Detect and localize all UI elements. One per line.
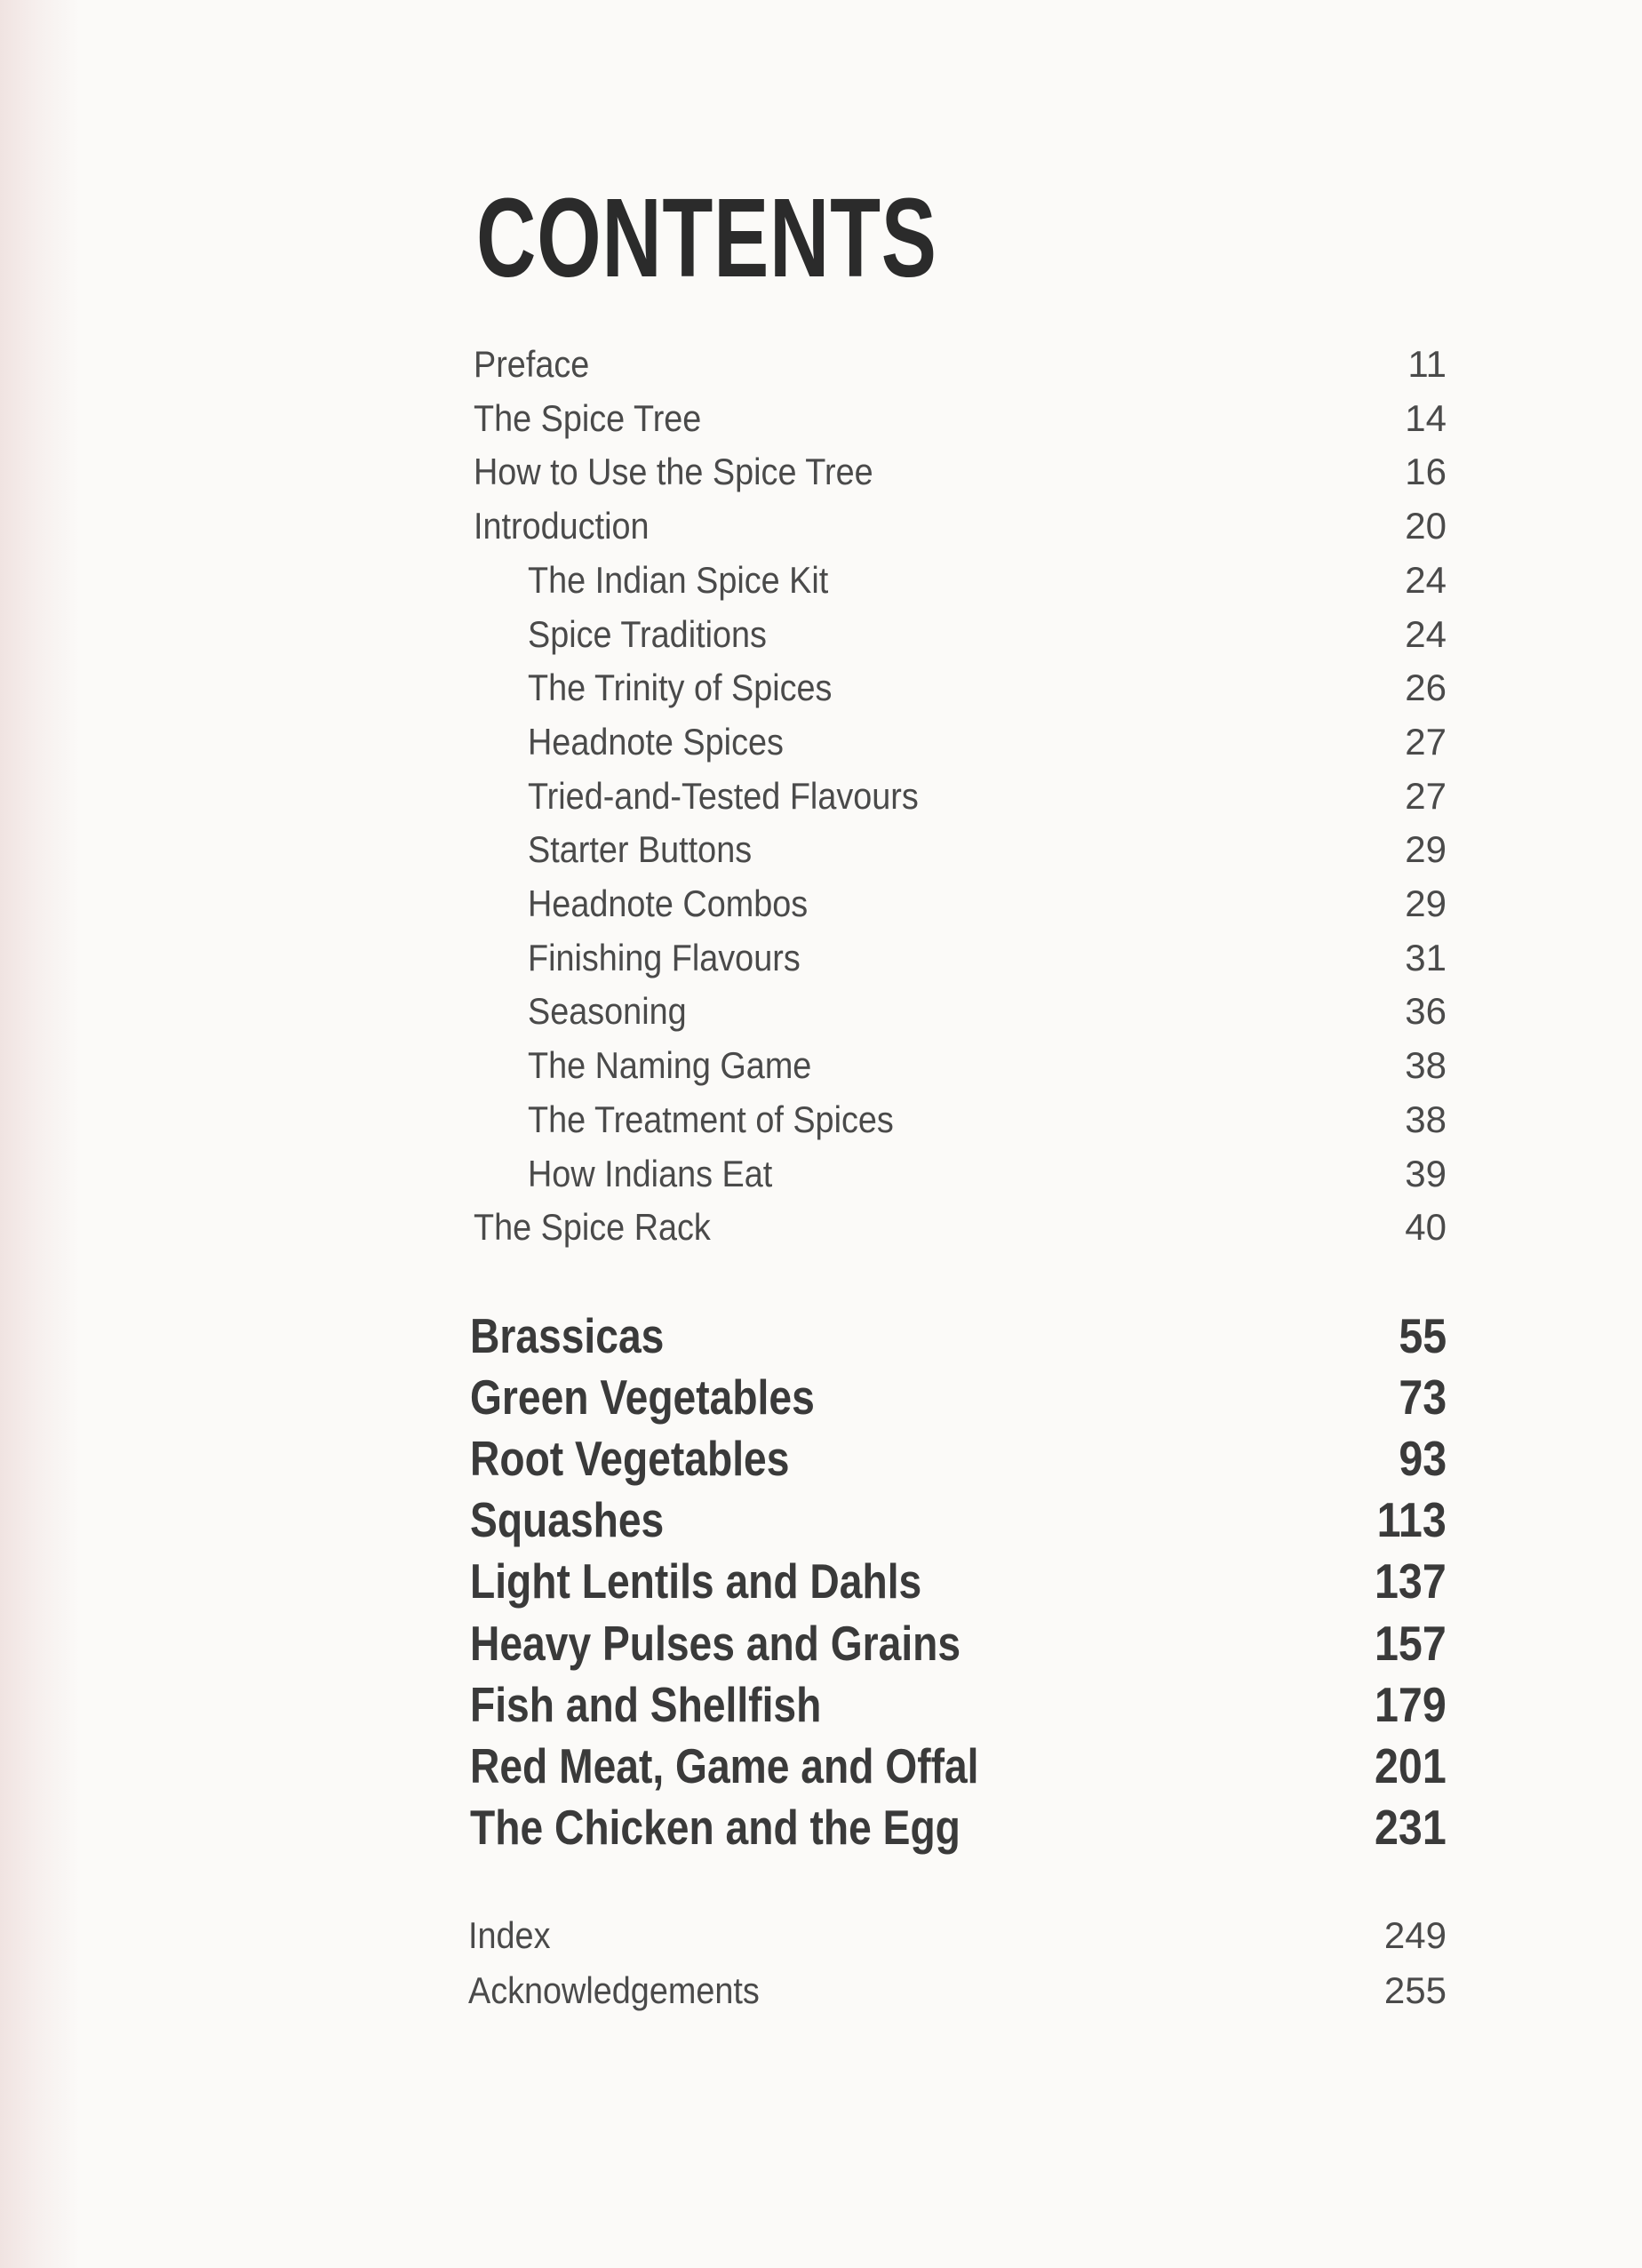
toc-subsection-entry (528, 877, 1447, 930)
toc-back-matter-entry-page-number: 249 (1383, 1914, 1447, 1956)
toc-chapter-entry-title: Squashes (470, 1492, 665, 1548)
toc-chapter-entry-title: Root Vegetables (470, 1431, 790, 1487)
toc-subsection-entry-page-number: 27 (1405, 720, 1447, 763)
toc-chapter-entry-page-number: 179 (1375, 1676, 1447, 1732)
toc-section-entry-page-number: 16 (1405, 451, 1447, 493)
toc-chapter-entry (470, 1739, 1447, 1793)
toc-section-entry-title: Introduction (474, 505, 650, 547)
toc-section-entry-title: Preface (474, 343, 590, 385)
toc-section-entry-page-number: 20 (1405, 505, 1447, 547)
toc-chapter-entry (470, 1801, 1447, 1854)
toc-subsection-entry (528, 985, 1447, 1038)
toc-chapter-entry-title: Green Vegetables (470, 1370, 815, 1425)
toc-chapter-entry-page-number: 201 (1375, 1737, 1447, 1793)
toc-subsection-entry (528, 661, 1447, 715)
toc-subsection-entry-title: Seasoning (528, 990, 687, 1033)
toc-subsection-entry-title: Tried-and-Tested Flavours (528, 774, 919, 817)
toc-chapter-entry (470, 1678, 1447, 1731)
page-title: CONTENTS (476, 175, 937, 300)
toc-chapter-entry (470, 1554, 1447, 1608)
toc-section-entry (474, 338, 1447, 391)
toc-subsection-entry-title: Headnote Combos (528, 882, 809, 924)
toc-subsection-entry (528, 715, 1447, 769)
toc-subsection-entry-title: Finishing Flavours (528, 936, 801, 978)
toc-chapter-entry-title: Fish and Shellfish (470, 1676, 822, 1732)
toc-subsection-entry-title: The Trinity of Spices (528, 667, 833, 709)
toc-subsection-entry (528, 931, 1447, 985)
toc-chapter-entry (470, 1370, 1447, 1424)
toc-subsection-entry-page-number: 31 (1405, 936, 1447, 978)
toc-section-entry-page-number: 11 (1407, 343, 1447, 385)
toc-subsection-entry-title: The Indian Spice Kit (528, 558, 829, 601)
toc-section-entry-page-number: 40 (1405, 1206, 1447, 1249)
toc-chapter-entry-title: Red Meat, Game and Offal (470, 1737, 979, 1793)
toc-chapter-entry-title: Brassicas (470, 1308, 665, 1363)
toc-chapter-entry-page-number: 55 (1399, 1308, 1447, 1363)
toc-section-entry (474, 445, 1447, 499)
toc-chapter-entry-title: Heavy Pulses and Grains (470, 1615, 961, 1671)
toc-subsection-entry-page-number: 38 (1405, 1098, 1447, 1140)
toc-subsection-entry-page-number: 29 (1405, 828, 1447, 871)
toc-chapter-entry-page-number: 137 (1375, 1553, 1447, 1609)
toc-subsection-entry-page-number: 27 (1405, 774, 1447, 817)
toc-back-matter-entry-title: Index (468, 1914, 551, 1956)
toc-subsection-entry-title: Starter Buttons (528, 828, 753, 871)
toc-section-entry (474, 392, 1447, 445)
toc-subsection-entry (528, 554, 1447, 607)
toc-section-entry-title: How to Use the Spice Tree (474, 451, 873, 493)
toc-chapter-entry (470, 1432, 1447, 1485)
toc-subsection-entry-title: How Indians Eat (528, 1152, 773, 1194)
toc-subsection-entry (528, 1147, 1447, 1201)
toc-chapter-entry-page-number: 157 (1375, 1615, 1447, 1671)
toc-section-entry-title: The Spice Rack (474, 1206, 711, 1249)
toc-chapter-entry-title: Light Lentils and Dahls (470, 1553, 922, 1609)
toc-chapter-entry-title: The Chicken and the Egg (470, 1799, 960, 1855)
toc-subsection-entry-page-number: 36 (1405, 990, 1447, 1033)
toc-chapter-entry-page-number: 93 (1399, 1431, 1447, 1487)
toc-subsection-entry-page-number: 24 (1405, 558, 1447, 601)
toc-back-matter-entry (468, 1909, 1447, 1962)
toc-subsection-entry (528, 770, 1447, 823)
toc-subsection-entry-page-number: 29 (1405, 882, 1447, 924)
toc-subsection-entry-page-number: 39 (1405, 1152, 1447, 1194)
toc-back-matter-entry (468, 1964, 1447, 2017)
toc-subsection-entry-title: Headnote Spices (528, 720, 784, 763)
toc-subsection-entry-page-number: 26 (1405, 667, 1447, 709)
toc-chapter-entry (470, 1309, 1447, 1362)
toc-subsection-entry (528, 1093, 1447, 1146)
toc-chapter-entry-page-number: 231 (1375, 1799, 1447, 1855)
toc-section-entry-page-number: 14 (1405, 396, 1447, 439)
toc-back-matter-entry-page-number: 255 (1383, 1969, 1447, 2011)
toc-subsection-entry (528, 1039, 1447, 1092)
toc-subsection-entry-page-number: 24 (1405, 612, 1447, 655)
toc-back-matter-entry-title: Acknowledgements (468, 1969, 760, 2011)
toc-subsection-entry-title: The Naming Game (528, 1044, 812, 1087)
toc-section-entry (474, 1201, 1447, 1254)
toc-chapter-entry (470, 1493, 1447, 1546)
toc-subsection-entry (528, 823, 1447, 876)
toc-subsection-entry-page-number: 38 (1405, 1044, 1447, 1087)
toc-subsection-entry (528, 608, 1447, 661)
toc-section-entry-title: The Spice Tree (474, 396, 702, 439)
toc-section-entry (474, 499, 1447, 553)
toc-chapter-entry-page-number: 113 (1376, 1492, 1447, 1548)
toc-subsection-entry-title: Spice Traditions (528, 612, 767, 655)
toc-chapter-entry (470, 1617, 1447, 1670)
toc-chapter-entry-page-number: 73 (1399, 1370, 1447, 1425)
toc-subsection-entry-title: The Treatment of Spices (528, 1098, 894, 1140)
